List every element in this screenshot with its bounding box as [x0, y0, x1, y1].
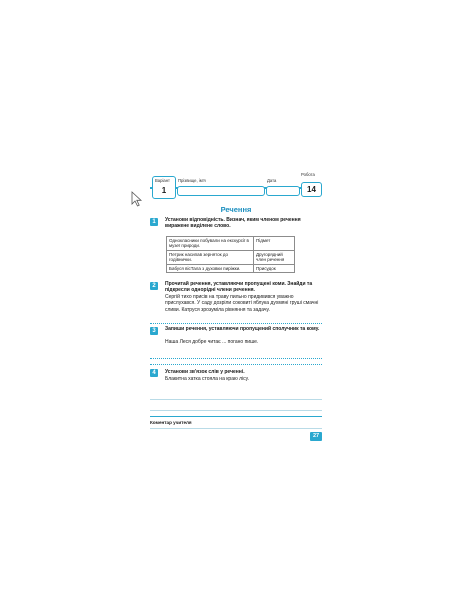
variant-box [152, 176, 176, 199]
section-divider [150, 323, 322, 324]
page-number: 27 [310, 432, 322, 441]
task-instruction: Установи відповідність. Визнач, яким членом речення виражене виділене слово. [165, 217, 301, 230]
variant-label: Варіант [155, 178, 170, 183]
task-number: 1 [150, 218, 158, 226]
answer-line [150, 410, 322, 411]
variant-value: 1 [161, 186, 167, 195]
date-label: Дата [267, 178, 277, 183]
page-title: Речення [220, 205, 252, 214]
table-row [167, 237, 295, 251]
answer-line [150, 399, 322, 400]
section-divider [150, 416, 322, 417]
task-number: 2 [150, 282, 158, 290]
sentence-cell: Петрик насипав зерняток до годівнички. [167, 250, 254, 264]
task-number: 3 [150, 327, 158, 335]
mouse-cursor-icon [131, 191, 143, 207]
task-instruction: Установи зв'язок слів у реченні. [165, 369, 245, 375]
sentence-cell: Бабуся вісТала з духовки пиріжки. [167, 264, 254, 272]
worksheet-page [150, 172, 322, 444]
name-field[interactable] [177, 186, 265, 196]
work-label: Робота [301, 172, 315, 177]
answer-line [150, 358, 322, 359]
task-instruction: Запиши речення, уставляючи пропущений сполучник та кому. [165, 326, 320, 332]
task-body: Наша Леся добре читає ... погано пише. [165, 339, 259, 345]
date-field[interactable] [266, 186, 300, 196]
teacher-comment-label: Коментар учителя [150, 420, 192, 425]
role-cell: Присудок [254, 264, 295, 272]
table-row [167, 264, 295, 272]
table-row [167, 250, 295, 264]
matching-table [166, 236, 295, 273]
task-number: 4 [150, 369, 158, 377]
role-cell: Другорядний член речення [254, 250, 295, 264]
work-box [301, 182, 322, 197]
task-instruction: Прочитай речення, уставляючи пропущені коми. Знайди та підкресли однорідні члени речення. [165, 281, 313, 294]
name-label: Прізвище, ім'я [178, 178, 206, 183]
work-value: 14 [307, 185, 316, 194]
section-divider [150, 364, 322, 365]
role-cell: Підмет [254, 237, 295, 251]
task-body: Сергій тихо присів на траву пильно придивився уважно прислухався. У саду дозріли соковиті яблука духмяні груші смачні сливи. Катруся зрозуміла рівняння та задачу. [165, 294, 319, 313]
task-body: Блакитна хатка стояла на краю лісу. [165, 376, 250, 382]
comment-line [150, 428, 322, 429]
sentence-cell: Однокласники побували на екскурсії в музеї природи. [167, 237, 254, 251]
worksheet-header [150, 172, 322, 198]
